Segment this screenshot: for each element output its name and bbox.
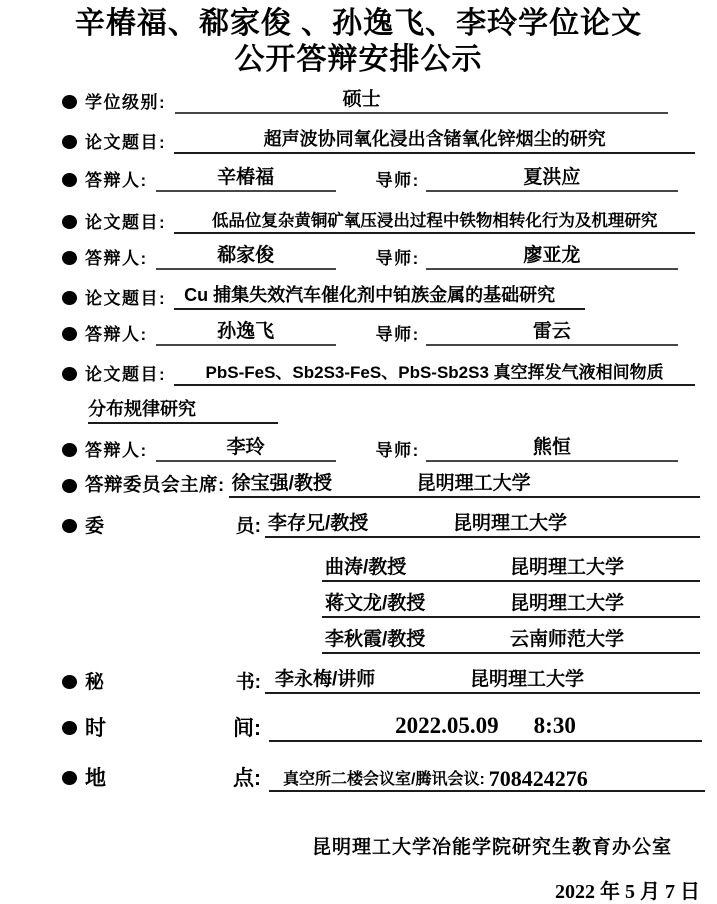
- defense-clock: 8:30: [533, 713, 576, 738]
- defender-label: 答辩人:: [85, 171, 148, 190]
- thesis-label: 论文题目:: [85, 289, 167, 308]
- committee-member-value-1: [265, 508, 700, 538]
- committee-member-row-1: [62, 512, 717, 538]
- supervisor-name-3: 雷云: [426, 316, 678, 346]
- defender-name-2: 郗家俊: [156, 240, 336, 270]
- thesis-title-1: 超声波协同氧化浸出含锗氧化锌烟尘的研究: [174, 125, 695, 154]
- supervisor-label: 导师:: [375, 171, 420, 190]
- committee-chair-value: [229, 468, 700, 498]
- member-affiliation: 昆明理工大学: [510, 557, 625, 578]
- chair-name: 徐宝强/教授: [231, 473, 332, 494]
- thesis-title-4-line-2: 分布规律研究: [88, 395, 278, 424]
- supervisor-name-4: 熊恒: [426, 432, 678, 462]
- venue-meeting-id: 708424276: [488, 766, 588, 791]
- chair-affiliation: 昆明理工大学: [416, 473, 531, 494]
- venue-value: [269, 766, 705, 792]
- thesis-row-4-continued: [88, 398, 717, 424]
- committee-member-value-2: [322, 552, 700, 582]
- issue-date: 2022 年 5 月 7 日: [555, 881, 700, 903]
- bullet-icon: [62, 771, 77, 785]
- thesis-row-1: [62, 128, 717, 154]
- member-name: 李存兄/教授: [268, 513, 369, 534]
- member-name: 李秋霞/教授: [325, 629, 426, 650]
- bullet-icon: [62, 135, 77, 149]
- time-label-char-1: 时: [85, 717, 106, 740]
- degree-row: [62, 88, 717, 114]
- committee-member-row-2: [0, 556, 717, 582]
- member-affiliation: 昆明理工大学: [510, 593, 625, 614]
- time-row: [62, 712, 717, 742]
- venue-label: [85, 762, 261, 792]
- secretary-name: 李永梅/讲师: [275, 669, 376, 690]
- committee-member-label: [85, 511, 261, 538]
- committee-member-row-4: [0, 628, 717, 654]
- thesis-row-2: [62, 208, 717, 234]
- venue-row: [62, 762, 717, 792]
- thesis-label: 论文题目:: [85, 213, 167, 232]
- committee-chair-row: [62, 472, 717, 498]
- defender-row-1: [62, 166, 717, 192]
- defender-label: 答辩人:: [85, 249, 148, 268]
- defense-date: 2022.05.09: [395, 713, 499, 738]
- secretary-row: [62, 668, 717, 694]
- supervisor-label: 导师:: [375, 325, 420, 344]
- member-name: 蒋文龙/教授: [325, 593, 426, 614]
- bullet-icon: [62, 173, 77, 187]
- bullet-icon: [62, 479, 77, 493]
- member-label-char-1: 委: [85, 516, 105, 537]
- time-label: [85, 712, 261, 742]
- committee-chair-label: 答辩委员会主席:: [85, 474, 225, 495]
- member-affiliation: 昆明理工大学: [453, 513, 568, 534]
- page-title-line-1: 辛椿福、郗家俊 、孙逸飞、李玲学位论文: [74, 7, 643, 40]
- member-affiliation: 云南师范大学: [510, 629, 625, 650]
- defender-row-3: [62, 320, 717, 346]
- defender-row-4: [62, 436, 717, 462]
- defender-name-3: 孙逸飞: [156, 316, 336, 346]
- defender-name-1: 辛椿福: [156, 162, 336, 192]
- committee-member-value-4: [322, 624, 700, 654]
- venue-label-char-2: 点:: [233, 767, 261, 790]
- announcement-page: [0, 6, 717, 901]
- bullet-icon: [62, 251, 77, 265]
- degree-label: 学位级别:: [85, 93, 167, 112]
- defender-label: 答辩人:: [85, 325, 148, 344]
- secretary-affiliation: 昆明理工大学: [470, 669, 585, 690]
- secretary-label-char-1: 秘: [85, 672, 105, 693]
- committee-member-value-3: [322, 588, 700, 618]
- defender-row-2: [62, 244, 717, 270]
- thesis-title-3: Cu 捕集失效汽车催化剂中铂族金属的基础研究: [174, 281, 585, 310]
- bullet-icon: [62, 367, 77, 381]
- secretary-value: [265, 664, 700, 694]
- supervisor-label: 导师:: [375, 441, 420, 460]
- issuing-office: 昆明理工大学冶能学院研究生教育办公室: [311, 837, 672, 858]
- bullet-icon: [62, 443, 77, 457]
- bullet-icon: [62, 215, 77, 229]
- supervisor-name-2: 廖亚龙: [426, 240, 678, 270]
- bullet-icon: [62, 95, 77, 109]
- venue-place: 真空所二楼会议室/腾讯会议:: [283, 771, 485, 788]
- time-label-char-2: 间:: [233, 717, 261, 740]
- thesis-label: 论文题目:: [85, 365, 167, 384]
- secretary-label: [85, 667, 261, 694]
- bullet-icon: [62, 721, 77, 735]
- thesis-row-3: [62, 284, 717, 310]
- committee-member-row-3: [0, 592, 717, 618]
- supervisor-label: 导师:: [375, 249, 420, 268]
- member-name: 曲涛/教授: [325, 557, 407, 578]
- member-label-char-2: 员:: [235, 516, 261, 537]
- thesis-row-4: [62, 360, 717, 386]
- venue-label-char-1: 地: [85, 767, 106, 790]
- time-value: [269, 713, 702, 742]
- secretary-label-char-2: 书:: [235, 672, 261, 693]
- thesis-title-4-line-1: PbS-FeS、Sb2S3-FeS、PbS-Sb2S3 真空挥发气液相间物质: [174, 358, 695, 386]
- page-title: [0, 6, 717, 78]
- page-title-line-2: 公开答辩安排公示: [234, 43, 483, 76]
- bullet-icon: [62, 327, 77, 341]
- defender-name-4: 李玲: [156, 432, 336, 462]
- supervisor-name-1: 夏洪应: [426, 162, 678, 192]
- degree-value: 硕士: [175, 84, 668, 114]
- thesis-title-2: 低品位复杂黄铜矿氧压浸出过程中铁物相转化行为及机理研究: [174, 207, 695, 234]
- bullet-icon: [62, 675, 77, 689]
- bullet-icon: [62, 519, 77, 533]
- bullet-icon: [62, 291, 77, 305]
- defender-label: 答辩人:: [85, 441, 148, 460]
- thesis-label: 论文题目:: [85, 133, 167, 152]
